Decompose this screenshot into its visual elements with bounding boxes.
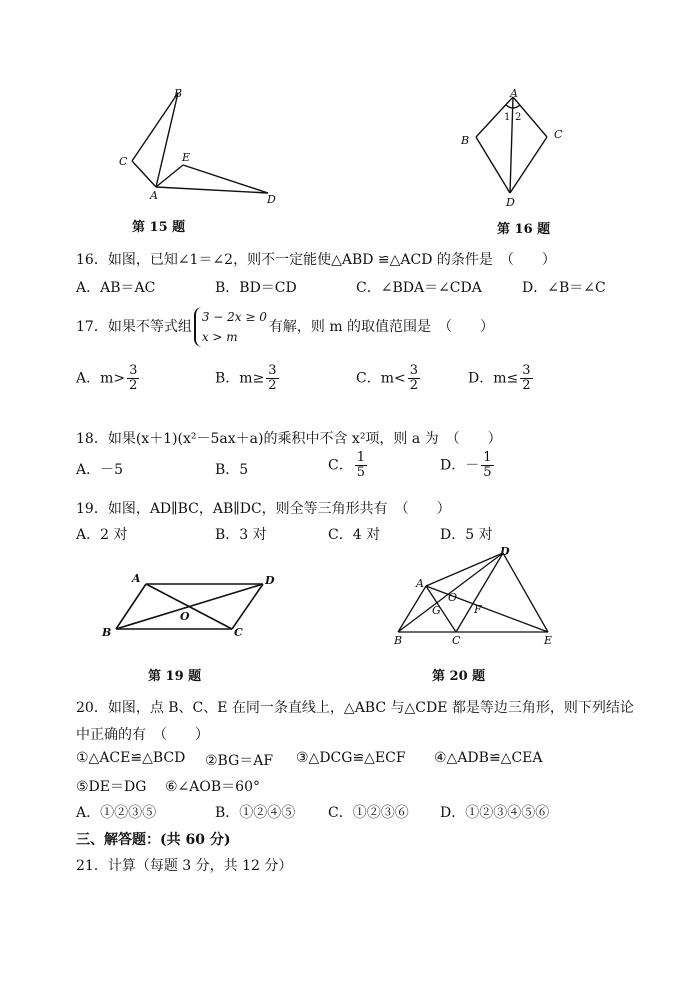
fig19-label-b: B [102,626,112,639]
q20-stem-line2: 中正确的有 （ ） [76,727,209,743]
fig19-caption: 第 19 题 [148,669,202,684]
q17-option-a [76,364,139,393]
q17-option-a-label: A．m> [76,370,126,387]
figure-16 [455,85,575,210]
fraction [355,451,367,480]
fig15-label-e: E [182,151,191,164]
figure-20 [388,545,563,647]
q17-prefix: 17．如果不等式组 [76,319,192,335]
fig15-label-d: D [267,193,276,206]
q18-option-d-label: D．－ [440,457,480,474]
q20-option-c: C．①②③⑥ [328,805,409,821]
q18-stem: 18．如果(x＋1)(x²－5ax＋a)的乘积中不含 x²项，则 a 为 （ ） [76,431,502,447]
numerator: 3 [268,363,277,378]
fraction [520,364,532,393]
q18-option-a: A．－5 [76,462,124,478]
denominator: 2 [268,378,277,393]
fraction [266,364,278,393]
fig16-label-2: 2 [515,112,522,123]
fig16-label-a: A [510,87,518,100]
fig19-label-d: D [265,574,275,587]
fig16-label-b: B [461,134,470,147]
denominator: 2 [129,378,138,393]
fig20-label-e: E [544,634,553,647]
numerator: 3 [409,363,418,378]
q20-option-d: D．①②③④⑤⑥ [440,805,550,821]
q17-option-b-label: B．m≥ [215,370,265,387]
fig20-label-o: O [448,591,458,604]
q20-statement-2: ②BG＝AF [205,753,274,769]
q20-statement-3: ③△DCG≌△ECF [296,750,406,766]
fig15-caption: 第 15 题 [132,220,186,235]
q19-stem: 19．如图，AD∥BC，AB∥DC，则全等三角形共有 （ ） [76,501,451,517]
q20-option-a: A．①②③⑤ [76,805,157,821]
numerator: 3 [129,363,138,378]
q17-suffix: 有解，则 m 的取值范围是 （ ） [268,319,495,335]
q16-option-a: A．AB＝AC [76,280,156,296]
figure-19 [100,568,285,643]
q20-statement-1: ①△ACE≌△BCD [76,750,186,766]
q20-stem-line1: 20．如图，点 B、C、E 在同一条直线上，△ABC 与△CDE 都是等边三角形，则下列结论 [76,700,634,716]
numerator: 1 [483,450,492,465]
fig20-label-c: C [452,634,461,647]
q17-option-d-label: D．m≤ [468,370,519,387]
fraction [408,364,420,393]
q20-statement-5: ⑤DE＝DG [76,779,147,795]
fig15-label-b: B [174,87,183,100]
q19-option-b: B．3 对 [215,527,267,543]
fig20-label-g: G [432,604,441,617]
q16-option-c: C．∠BDA＝∠CDA [356,280,482,296]
fig16-label-c: C [554,128,563,141]
fig16-caption: 第 16 题 [497,222,551,237]
numerator: 1 [356,450,365,465]
q18-option-c-label: C． [328,457,353,474]
q19-option-a: A．2 对 [76,527,128,543]
inequality-system [194,307,267,347]
fig15-label-a: A [150,189,158,202]
fig16-label-d: D [506,196,515,209]
fraction [127,364,139,393]
q16-option-b: B．BD＝CD [215,280,297,296]
fig15-label-c: C [119,155,128,168]
fig20-caption: 第 20 题 [432,669,486,684]
q16-option-d: D．∠B＝∠C [522,280,606,296]
section-3-title: 三、解答题：(共 60 分) [76,832,231,848]
fig19-label-o: O [180,610,190,623]
fig20-label-b: B [394,634,403,647]
q18-option-b: B．5 [215,462,249,478]
fig20-label-a: A [416,577,424,590]
q17-option-d [468,364,533,393]
q20-statement-6: ⑥∠AOB＝60° [165,779,260,795]
fig19-label-a: A [132,572,141,585]
numerator: 3 [522,363,531,378]
q17-option-c-label: C．m< [356,370,406,387]
inequality-line-1: 3 − 2x ≥ 0 [201,310,267,324]
fraction [481,451,493,480]
q18-option-c [328,451,367,480]
figure-15 [110,85,290,210]
q19-option-d: D．5 对 [440,527,493,543]
q17-stem [76,307,494,347]
fig19-label-c: C [234,626,243,639]
q19-option-c: C．4 对 [328,527,381,543]
q17-option-b [215,364,279,393]
inequality-line-2: x > m [201,330,238,344]
fig16-label-1: 1 [504,112,511,123]
q20-statement-4: ④△ADB≌△CEA [434,750,543,766]
denominator: 2 [522,378,531,393]
denominator: 5 [356,465,365,480]
denominator: 2 [409,378,418,393]
q20-option-b: B．①②④⑤ [215,805,296,821]
denominator: 5 [483,465,492,480]
q17-option-c [356,364,420,393]
q18-option-d [440,451,494,480]
q16-stem: 16．如图，已知∠1＝∠2，则不一定能使△ABD ≌△ACD 的条件是 （ ） [76,252,556,268]
q21-stem: 21．计算（每题 3 分，共 12 分） [76,858,293,874]
fig20-label-f: F [474,603,482,616]
fig20-label-d: D [500,545,510,558]
